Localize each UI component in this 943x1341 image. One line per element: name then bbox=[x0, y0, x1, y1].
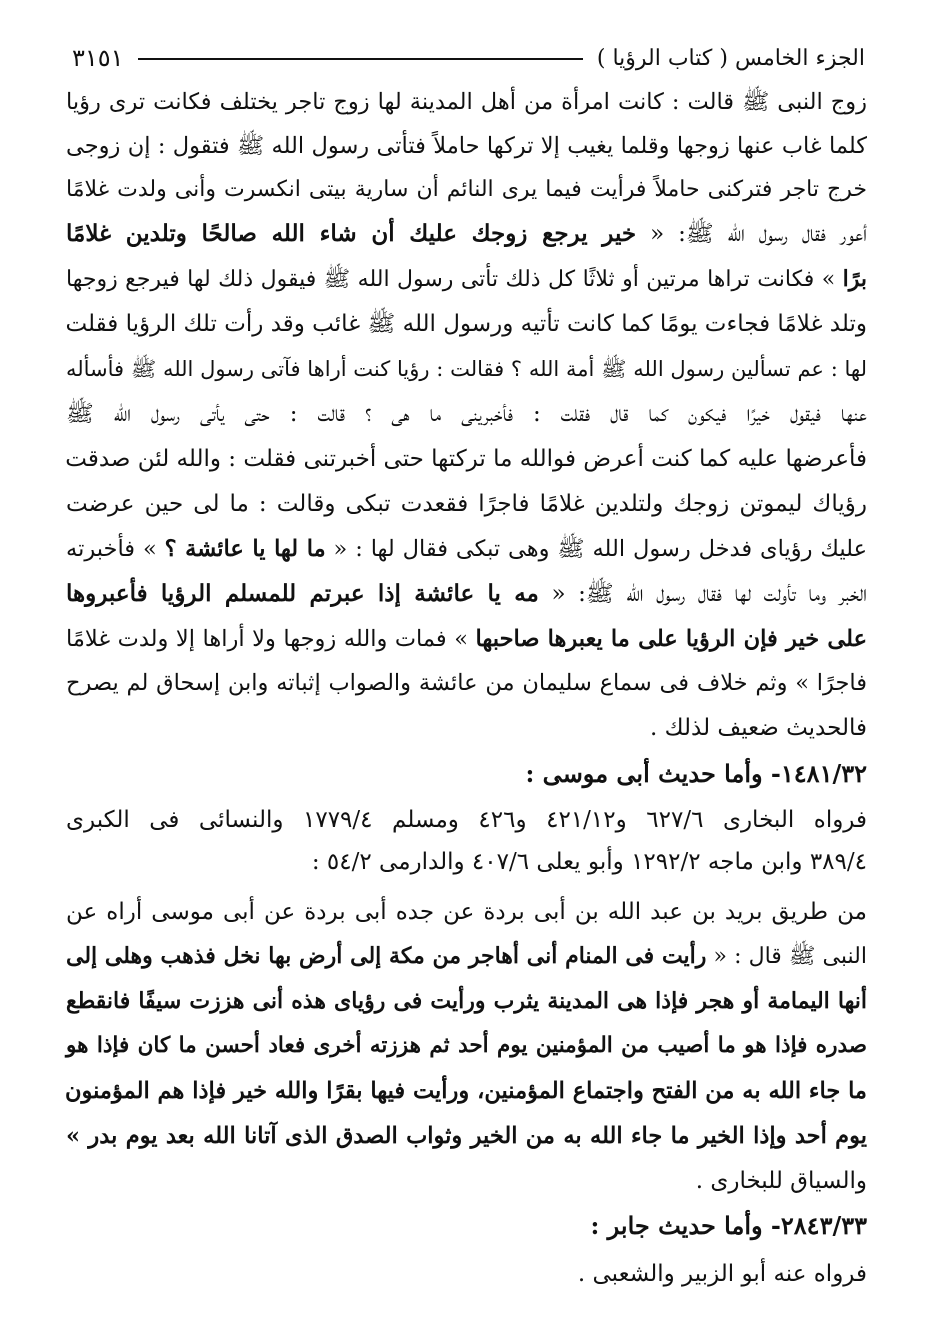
text-line bbox=[66, 527, 867, 571]
text-line: ما جاء الله به من الفتح واجتماع المؤمنين، ورأيت فيها بقرًا والله خير فإذا هم المؤمنون bbox=[64, 1078, 867, 1104]
text-line: فاجرًا » وثم خلاف فى سماع سليمان من عائشة والصواب إثباته وابن إسحاق لم يصرح bbox=[66, 670, 867, 696]
text-segment: الخبر وما تأولت لها فقال رسول الله ﷺ: « bbox=[538, 581, 867, 607]
text-line: ٣٨٩/٤ وابن ماجه ١٢٩٢/٢ وأبو يعلى ٤٠٧/٦ والدارمى ٥٤/٢ : bbox=[311, 849, 867, 875]
text-line: زوج النبى ﷺ قالت : كانت امرأة من أهل المدينة لها زوج تاجر يختلف فكانت ترى رؤيا bbox=[66, 89, 867, 115]
text-line bbox=[66, 617, 867, 661]
text-line: فأعرضها عليه كما كنت أعرض فوالله ما تركتها حتى أخبرتنى فقلت : والله لئن صدقت bbox=[65, 446, 867, 472]
text-segment: ما لها يا عائشة ؟ bbox=[164, 536, 326, 562]
section-heading: ٢٨٤٣/٣٣- وأما حديث جابر : bbox=[590, 1211, 867, 1240]
text-segment: برًا bbox=[842, 266, 867, 292]
text-segment: عليك رؤياى فدخل رسول الله ﷺ وهى تبكى فقال لها : « bbox=[325, 536, 867, 562]
section-heading: ١٤٨١/٣٢- وأما حديث أبى موسى : bbox=[525, 759, 867, 788]
text-line: يوم أحد وإذا الخير ما جاء الله به من الخير وثواب الصدق الذى آتانا الله بعد يوم بدر » bbox=[66, 1123, 867, 1149]
text-segment: » فأخبرته bbox=[66, 536, 165, 562]
text-line bbox=[66, 934, 867, 978]
running-header bbox=[72, 38, 865, 78]
text-line: كلما غاب عنها زوجها وقلما يغيب إلا تركها حاملاً فتأتى رسول الله ﷺ فتقول : إن زوجى bbox=[66, 133, 867, 159]
text-line: من طريق بريد بن عبد الله بن أبى بردة عن جده أبى بردة عن أبى موسى أراه عن bbox=[66, 899, 867, 925]
text-line bbox=[66, 257, 867, 301]
text-segment: النبى ﷺ قال : « bbox=[706, 944, 867, 969]
text-line: لها : عم تسألين رسول الله ﷺ أمة الله ؟ فقالت : رؤيا كنت أراها فآتى رسول الله ﷺ فأسأله bbox=[66, 357, 867, 381]
text-line: فرواه عنه أبو الزبير والشعبى . bbox=[577, 1261, 867, 1287]
text-segment: رأيت فى المنام أنى أهاجر من مكة إلى أرض بها نخل فذهب وهلى إلى bbox=[66, 943, 707, 969]
text-line bbox=[66, 572, 867, 616]
text-line: والسياق للبخارى . bbox=[695, 1168, 867, 1194]
text-segment: خير يرجع زوجك عليك أن شاء الله صالحًا وتلدين غلامًا bbox=[66, 220, 637, 247]
text-line: أنها اليمامة أو هجر فإذا هى المدينة يثرب ورأيت فى رؤياى هذه أنى هززت سيفًا فانقطع bbox=[66, 988, 867, 1014]
text-segment: مه يا عائشة إذا عبرتم للمسلم الرؤيا فأعبروها bbox=[66, 580, 539, 607]
text-line: رؤياك ليموتن زوجك ولتلدين غلامًا فاجرًا فقعدت تبكى وقالت : ما لى حين عرضت bbox=[66, 491, 867, 517]
text-segment: » فكانت تراها مرتين أو ثلاثًا كل ذلك تأتى رسول الله ﷺ فيقول ذلك لها فيرجع زوجها bbox=[66, 267, 843, 292]
text-line: وتلد غلامًا فجاءت يومًا كما كانت تأتيه ورسول الله ﷺ غائب وقد رأت تلك الرؤيا فقلت bbox=[65, 311, 867, 337]
header-rule bbox=[138, 58, 583, 60]
header-title: الجزء الخامس ( كتاب الرؤيا ) bbox=[596, 45, 865, 71]
text-line: خرج تاجر فتركنى حاملاً فرأيت فيما يرى النائم أن سارية بيتى انكسرت وأنى ولدت غلامًا bbox=[66, 177, 867, 202]
page-number: ٣١٥١ bbox=[72, 44, 124, 72]
text-line: عنها فيقول خيرًا فيكون كما قال فقلت : فأخبرينى ما هى ؟ قالت : حتى يأتى رسول الله ﷺ bbox=[66, 401, 867, 427]
text-segment: أعور فقال رسول الله ﷺ: « bbox=[636, 221, 868, 247]
text-line: صدره فإذا هو ما أصيب من المؤمنين يوم أحد ثم هززته أخرى فعاد أحسن ما كان فإذا هو bbox=[66, 1033, 867, 1058]
text-segment: » فمات والله زوجها ولا أراها إلا ولدت غلامًا bbox=[66, 626, 476, 652]
text-segment: على خير فإن الرؤيا على ما يعبرها صاحبها bbox=[475, 626, 867, 652]
text-line: فرواه البخارى ٦٢٧/٦ و٤٢١/١٢ و٤٢٦ ومسلم ١٧٧٩/٤ والنسائى فى الكبرى bbox=[66, 807, 867, 833]
text-line: فالحديث ضعيف لذلك . bbox=[649, 715, 867, 741]
text-line bbox=[66, 212, 867, 256]
